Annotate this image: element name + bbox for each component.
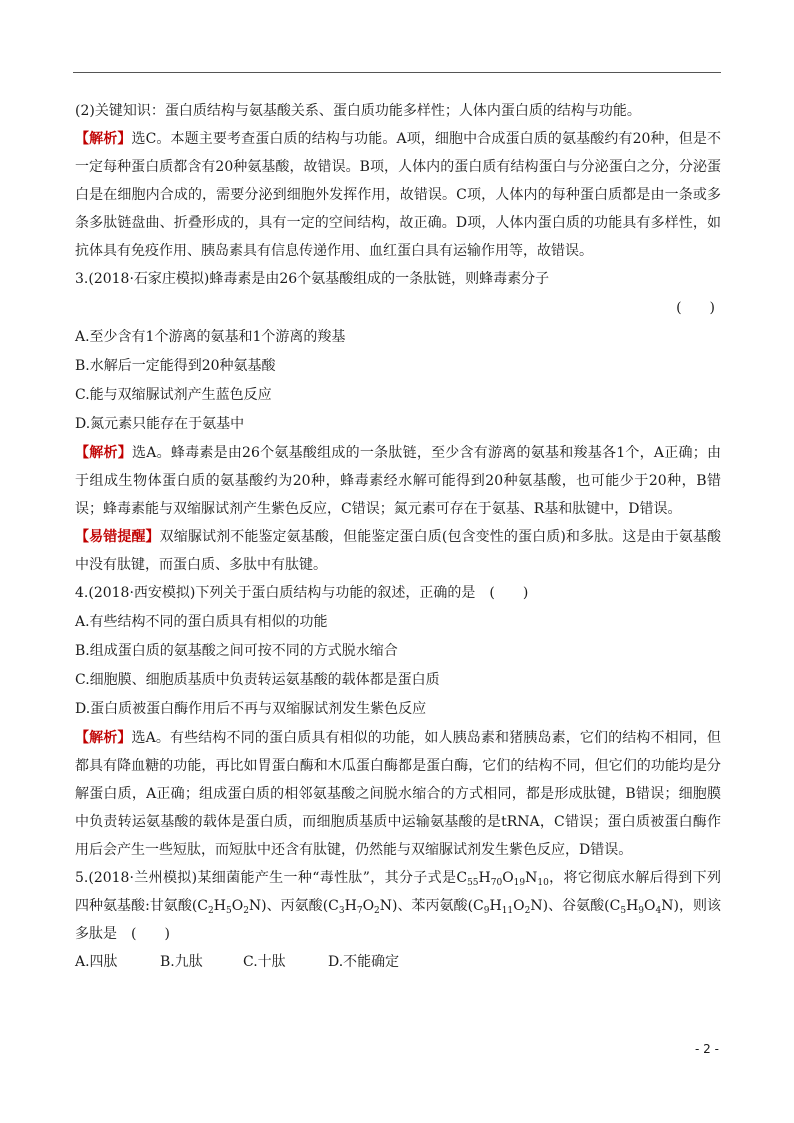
q2-key-knowledge: (2)关键知识：蛋白质结构与氨基酸关系、蛋白质功能多样性；人体内蛋白质的结构与功能。 xyxy=(75,103,641,119)
q3-analysis xyxy=(75,439,721,523)
q2-analysis xyxy=(75,125,721,265)
q3-analysis-text: 选A。蜂毒素是由26个氨基酸组成的一条肽链，至少含有游离的氨基和羧基各1个，A正确；由于组成生物体蛋白质的氨基酸约为20种，蜂毒素经水解可能得到20种氨基酸，也可能少于20种，B错误；蜂毒素能与双缩脲试剂产生紫色反应，C错误；氮元素可存在于氨基、R基和肽键中，D错误。 xyxy=(75,445,721,517)
analysis-label: 【解析】 xyxy=(75,445,132,461)
q3-pitfall xyxy=(75,523,721,579)
q2-analysis-text: 选C。本题主要考查蛋白质的结构与功能。A项，细胞中合成蛋白质的氨基酸约有20种，但是不一定每种蛋白质都含有20种氨基酸，故错误。B项，人体内的蛋白质有结构蛋白与分泌蛋白之分，分泌蛋白是在细胞内合成的，需要分泌到细胞外发挥作用，故错误。C项，人体内的每种蛋白质都是由一条或多条多肽链盘曲、折叠形成的，具有一定的空间结构，故正确。D项，人体内蛋白质的功能具有多样性，如抗体具有免疫作用、胰岛素具有信息传递作用、血红蛋白具有运输作用等，故错误。 xyxy=(75,131,722,259)
q3-option-d: D.氮元素只能存在于氨基中 xyxy=(75,416,245,432)
q4-analysis-text: 选A。有些结构不同的蛋白质具有相似的功能，如人胰岛素和猪胰岛素，它们的结构不相同，但都具有降血糖的功能，再比如胃蛋白酶和木瓜蛋白酶都是蛋白酶，它们的结构不同，但它们的功能均是分解蛋白质，A正确；组成蛋白质的相邻氨基酸之间脱水缩合的方式相同，都是形成肽键，B错误；细胞膜中负责转运氨基酸的载体是蛋白质，而细胞质基质中运输氨基酸的是tRNA，C错误；蛋白质被蛋白酶作用后会产生一些短肽，而短肽中还含有肽键，仍然能与双缩脲试剂发生紫色反应，D错误。 xyxy=(75,730,722,858)
q5-choice-c: C.十肽 xyxy=(243,954,286,970)
q5-choice-a: A.四肽 xyxy=(75,954,118,970)
q5-stem-a: 5.(2018·兰州模拟)某细菌能产生一种“毒性肽”，其分子式是 xyxy=(75,870,457,886)
header-rule xyxy=(73,72,721,73)
q4-option-b: B.组成蛋白质的氨基酸之间可按不同的方式脱水缩合 xyxy=(75,643,398,659)
q3-stem: 3.(2018·石家庄模拟)蜂毒素是由26个氨基酸组成的一条肽链，则蜂毒素分子 xyxy=(75,271,550,287)
q3-option-a: A.至少含有1个游离的氨基和1个游离的羧基 xyxy=(75,329,346,345)
pitfall-label: 【易错提醒】 xyxy=(75,529,160,545)
q5-formula: $C_{55}H_{70}O_{19}N_{10}$ xyxy=(456,870,549,888)
q5-choices xyxy=(75,948,721,977)
q3-option-b: B.水解后一定能得到20种氨基酸 xyxy=(75,358,276,374)
analysis-label: 【解析】 xyxy=(75,131,132,147)
q5-choice-b: B.九肽 xyxy=(160,954,203,970)
q5-stem xyxy=(75,864,721,948)
q4-option-c: C.细胞膜、细胞质基质中负责转运氨基酸的载体都是蛋白质 xyxy=(75,672,440,688)
analysis-label: 【解析】 xyxy=(75,730,132,746)
q3-pitfall-text: 双缩脲试剂不能鉴定氨基酸，但能鉴定蛋白质(包含变性的蛋白质)和多肽。这是由于氨基酸中没有肽键，而蛋白质、多肽中有肽键。 xyxy=(75,529,722,573)
q4-analysis xyxy=(75,724,721,864)
q3-option-c: C.能与双缩脲试剂产生蓝色反应 xyxy=(75,387,272,403)
page-number: - 2 - xyxy=(695,1042,719,1056)
q4-stem: 4.(2018·西安模拟)下列关于蛋白质结构与功能的叙述，正确的是 ( ) xyxy=(75,585,529,601)
q4-option-a: A.有些结构不同的蛋白质具有相似的功能 xyxy=(75,614,328,630)
q4-option-d: D.蛋白质被蛋白酶作用后不再与双缩脲试剂发生紫色反应 xyxy=(75,701,427,717)
document-body xyxy=(75,97,721,977)
q3-answer-paren: ( ) xyxy=(676,300,715,316)
q5-stem-b: ，将它彻底水解后得到下列四种氨基酸:甘氨酸$(C_2H_5O_2N)$、丙氨酸$(C_3H_7O_2N)$、苯丙氨酸$(C_9H_{11}O_2N)$、谷氨酸$(C_5H_9O_4N)$，则该多肽是 ( ) xyxy=(75,870,721,942)
q5-choice-d: D.不能确定 xyxy=(328,954,400,970)
